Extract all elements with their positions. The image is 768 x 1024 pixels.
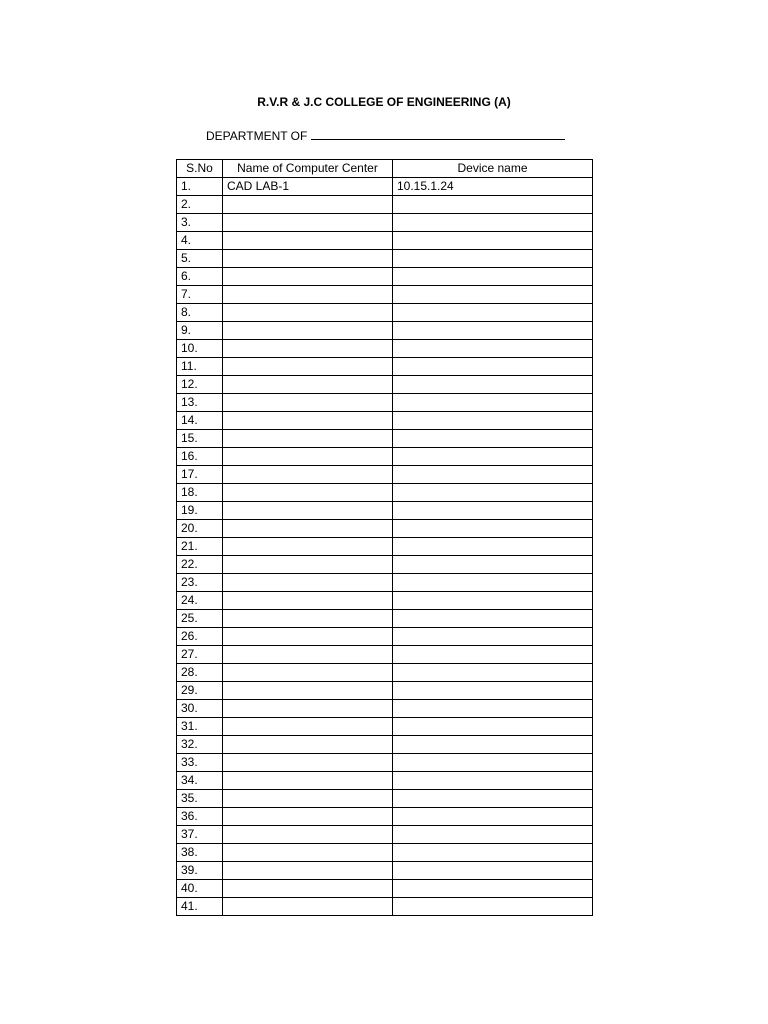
cell-computer-center	[223, 250, 393, 268]
table-row	[177, 466, 593, 484]
cell-computer-center	[223, 628, 393, 646]
cell-computer-center	[223, 322, 393, 340]
cell-sno: 40.	[177, 880, 223, 898]
cell-sno: 25.	[177, 610, 223, 628]
cell-sno: 39.	[177, 862, 223, 880]
header-sno: S.No	[177, 160, 223, 178]
cell-sno: 30.	[177, 700, 223, 718]
table-row	[177, 178, 593, 196]
cell-computer-center	[223, 646, 393, 664]
table-row	[177, 610, 593, 628]
cell-sno: 17.	[177, 466, 223, 484]
cell-device-name	[393, 772, 593, 790]
cell-device-name	[393, 718, 593, 736]
cell-computer-center	[223, 268, 393, 286]
table-row	[177, 286, 593, 304]
cell-device-name	[393, 898, 593, 916]
cell-computer-center	[223, 376, 393, 394]
cell-device-name	[393, 394, 593, 412]
table-body	[177, 178, 593, 916]
cell-computer-center	[223, 574, 393, 592]
cell-computer-center	[223, 556, 393, 574]
table-row	[177, 682, 593, 700]
cell-computer-center	[223, 880, 393, 898]
cell-device-name	[393, 610, 593, 628]
cell-device-name	[393, 502, 593, 520]
table-row	[177, 268, 593, 286]
cell-sno: 12.	[177, 376, 223, 394]
table-row	[177, 448, 593, 466]
cell-sno: 6.	[177, 268, 223, 286]
cell-sno: 31.	[177, 718, 223, 736]
cell-sno: 38.	[177, 844, 223, 862]
table-row	[177, 664, 593, 682]
table-row	[177, 538, 593, 556]
cell-device-name	[393, 430, 593, 448]
cell-computer-center	[223, 484, 393, 502]
table-row	[177, 484, 593, 502]
cell-device-name	[393, 286, 593, 304]
cell-computer-center	[223, 772, 393, 790]
table-row	[177, 592, 593, 610]
cell-computer-center	[223, 214, 393, 232]
cell-device-name	[393, 862, 593, 880]
cell-sno: 26.	[177, 628, 223, 646]
cell-computer-center: CAD LAB-1	[223, 178, 393, 196]
cell-sno: 27.	[177, 646, 223, 664]
cell-sno: 34.	[177, 772, 223, 790]
table-row	[177, 196, 593, 214]
cell-computer-center	[223, 232, 393, 250]
table-header-row	[177, 160, 593, 178]
cell-computer-center	[223, 412, 393, 430]
cell-device-name	[393, 700, 593, 718]
cell-computer-center	[223, 502, 393, 520]
department-line	[206, 127, 565, 144]
table-row	[177, 502, 593, 520]
cell-computer-center	[223, 466, 393, 484]
table-row	[177, 322, 593, 340]
table-row	[177, 358, 593, 376]
cell-sno: 9.	[177, 322, 223, 340]
cell-device-name	[393, 466, 593, 484]
table-row	[177, 430, 593, 448]
cell-sno: 15.	[177, 430, 223, 448]
cell-sno: 41.	[177, 898, 223, 916]
cell-computer-center	[223, 430, 393, 448]
table-row	[177, 340, 593, 358]
cell-sno: 28.	[177, 664, 223, 682]
cell-computer-center	[223, 718, 393, 736]
cell-device-name	[393, 826, 593, 844]
cell-computer-center	[223, 394, 393, 412]
cell-device-name	[393, 574, 593, 592]
cell-computer-center	[223, 304, 393, 322]
cell-computer-center	[223, 664, 393, 682]
header-computer-center: Name of Computer Center	[223, 160, 393, 178]
cell-computer-center	[223, 844, 393, 862]
cell-device-name	[393, 232, 593, 250]
cell-sno: 29.	[177, 682, 223, 700]
cell-sno: 35.	[177, 790, 223, 808]
college-title: R.V.R & J.C COLLEGE OF ENGINEERING (A)	[257, 95, 511, 109]
cell-device-name	[393, 250, 593, 268]
table-row	[177, 736, 593, 754]
cell-device-name	[393, 556, 593, 574]
table-row	[177, 574, 593, 592]
cell-sno: 22.	[177, 556, 223, 574]
cell-device-name	[393, 664, 593, 682]
department-label: DEPARTMENT OF	[206, 129, 308, 143]
cell-device-name	[393, 214, 593, 232]
cell-device-name	[393, 304, 593, 322]
cell-device-name	[393, 538, 593, 556]
cell-computer-center	[223, 610, 393, 628]
table-row	[177, 772, 593, 790]
cell-sno: 8.	[177, 304, 223, 322]
cell-sno: 14.	[177, 412, 223, 430]
cell-computer-center	[223, 448, 393, 466]
cell-device-name	[393, 628, 593, 646]
cell-sno: 13.	[177, 394, 223, 412]
cell-device-name	[393, 736, 593, 754]
cell-computer-center	[223, 358, 393, 376]
cell-device-name	[393, 196, 593, 214]
cell-device-name	[393, 520, 593, 538]
table-row	[177, 718, 593, 736]
table-row	[177, 304, 593, 322]
cell-device-name	[393, 646, 593, 664]
cell-sno: 11.	[177, 358, 223, 376]
cell-device-name	[393, 268, 593, 286]
table-row	[177, 556, 593, 574]
cell-sno: 19.	[177, 502, 223, 520]
cell-sno: 10.	[177, 340, 223, 358]
cell-computer-center	[223, 196, 393, 214]
table-row	[177, 628, 593, 646]
cell-sno: 7.	[177, 286, 223, 304]
table-row	[177, 808, 593, 826]
header-device-name: Device name	[393, 160, 593, 178]
cell-sno: 37.	[177, 826, 223, 844]
cell-sno: 18.	[177, 484, 223, 502]
cell-sno: 23.	[177, 574, 223, 592]
cell-computer-center	[223, 592, 393, 610]
cell-sno: 32.	[177, 736, 223, 754]
cell-device-name	[393, 340, 593, 358]
cell-device-name	[393, 754, 593, 772]
cell-computer-center	[223, 538, 393, 556]
cell-computer-center	[223, 286, 393, 304]
cell-computer-center	[223, 898, 393, 916]
cell-computer-center	[223, 754, 393, 772]
cell-sno: 3.	[177, 214, 223, 232]
cell-computer-center	[223, 340, 393, 358]
cell-device-name	[393, 484, 593, 502]
cell-sno: 24.	[177, 592, 223, 610]
cell-sno: 21.	[177, 538, 223, 556]
cell-computer-center	[223, 790, 393, 808]
cell-device-name	[393, 412, 593, 430]
cell-device-name	[393, 448, 593, 466]
table-row	[177, 520, 593, 538]
table-row	[177, 376, 593, 394]
cell-sno: 20.	[177, 520, 223, 538]
table-row	[177, 232, 593, 250]
cell-computer-center	[223, 862, 393, 880]
computer-center-table	[176, 159, 593, 916]
cell-device-name	[393, 322, 593, 340]
table-row	[177, 898, 593, 916]
cell-sno: 16.	[177, 448, 223, 466]
cell-sno: 5.	[177, 250, 223, 268]
table-row	[177, 412, 593, 430]
table-row	[177, 880, 593, 898]
table-row	[177, 862, 593, 880]
cell-device-name	[393, 790, 593, 808]
cell-computer-center	[223, 736, 393, 754]
department-blank-field	[311, 127, 565, 140]
table-row	[177, 700, 593, 718]
cell-sno: 1.	[177, 178, 223, 196]
cell-device-name	[393, 808, 593, 826]
table-row	[177, 754, 593, 772]
table-row	[177, 250, 593, 268]
cell-device-name	[393, 844, 593, 862]
cell-computer-center	[223, 520, 393, 538]
cell-device-name	[393, 376, 593, 394]
table-row	[177, 790, 593, 808]
cell-computer-center	[223, 700, 393, 718]
cell-device-name	[393, 682, 593, 700]
cell-device-name	[393, 880, 593, 898]
cell-computer-center	[223, 682, 393, 700]
table-row	[177, 646, 593, 664]
table-row	[177, 826, 593, 844]
cell-device-name	[393, 592, 593, 610]
cell-computer-center	[223, 808, 393, 826]
cell-sno: 33.	[177, 754, 223, 772]
table-row	[177, 394, 593, 412]
cell-sno: 36.	[177, 808, 223, 826]
cell-computer-center	[223, 826, 393, 844]
cell-device-name	[393, 358, 593, 376]
table-row	[177, 844, 593, 862]
table-row	[177, 214, 593, 232]
cell-sno: 2.	[177, 196, 223, 214]
cell-sno: 4.	[177, 232, 223, 250]
cell-device-name: 10.15.1.24	[393, 178, 593, 196]
